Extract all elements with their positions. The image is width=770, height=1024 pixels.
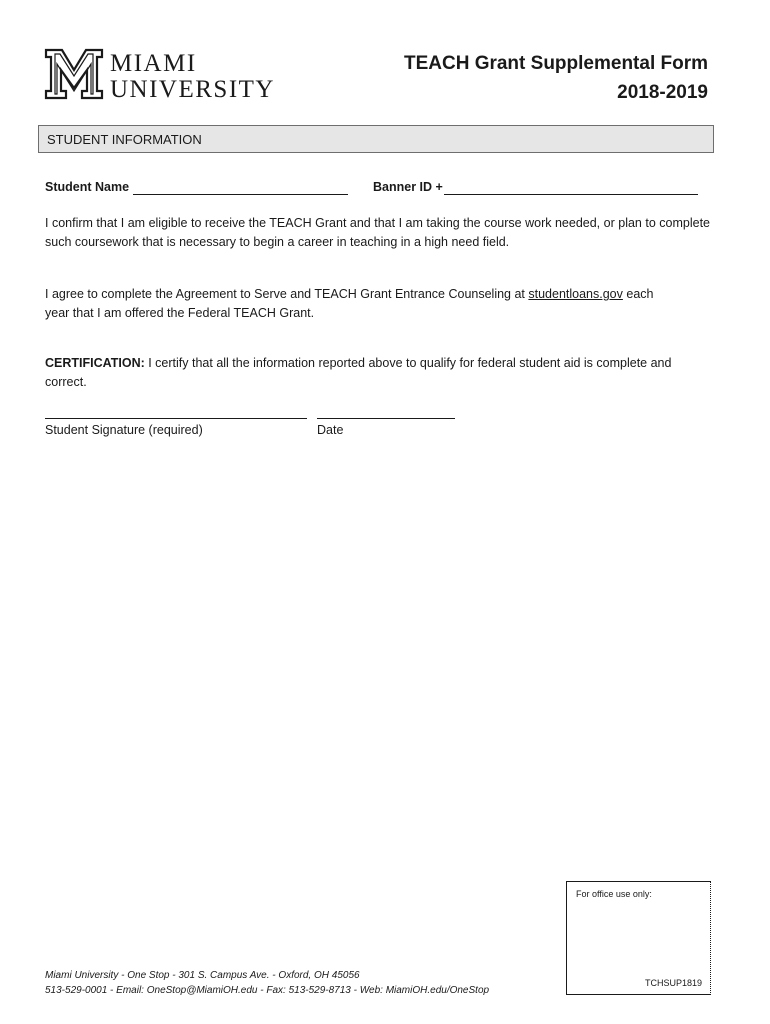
agree-text-after: each year that I am offered the Federal TEACH Grant. xyxy=(45,287,654,320)
date-label: Date xyxy=(317,423,344,437)
student-name-field[interactable] xyxy=(133,194,348,195)
logo-text-miami: MIAMI xyxy=(110,50,197,77)
certification-text: I certify that all the information reported above to qualify for federal student aid is complete and correct. xyxy=(45,356,672,389)
agree-text-before: I agree to complete the Agreement to Serve and TEACH Grant Entrance Counseling at xyxy=(45,287,529,301)
studentloans-link[interactable]: studentloans.gov xyxy=(528,287,623,301)
date-field[interactable] xyxy=(317,418,455,419)
banner-id-field[interactable] xyxy=(444,194,698,195)
certification-statement xyxy=(45,354,705,392)
logo-text-university: UNIVERSITY xyxy=(110,76,275,103)
office-use-box xyxy=(566,881,711,995)
form-title: TEACH Grant Supplemental Form xyxy=(403,53,708,74)
form-code: TCHSUP1819 xyxy=(644,978,702,988)
student-name-label: Student Name xyxy=(45,180,130,194)
confirm-statement: I confirm that I am eligible to receive the TEACH Grant and that I am taking the course work needed, or plan to complete such coursework that is necessary to begin a career in teaching in a high need field. xyxy=(45,216,710,249)
miami-m-logo xyxy=(44,48,104,100)
footer-address: Miami University - One Stop - 301 S. Campus Ave. - Oxford, OH 45056 xyxy=(45,970,360,981)
signature-label: Student Signature (required) xyxy=(45,423,203,437)
section-header-student-information: STUDENT INFORMATION xyxy=(38,125,714,153)
banner-id-label: Banner ID + xyxy=(373,180,443,194)
certification-label: CERTIFICATION: xyxy=(45,356,145,370)
agree-statement xyxy=(45,285,665,323)
footer-contact: 513-529-0001 - Email: OneStop@MiamiOH.edu - Fax: 513-529-8713 - Web: MiamiOH.edu/OneStop xyxy=(45,985,490,996)
signature-field[interactable] xyxy=(45,418,307,419)
office-use-label: For office use only: xyxy=(576,889,652,899)
form-year: 2018-2019 xyxy=(617,82,708,103)
